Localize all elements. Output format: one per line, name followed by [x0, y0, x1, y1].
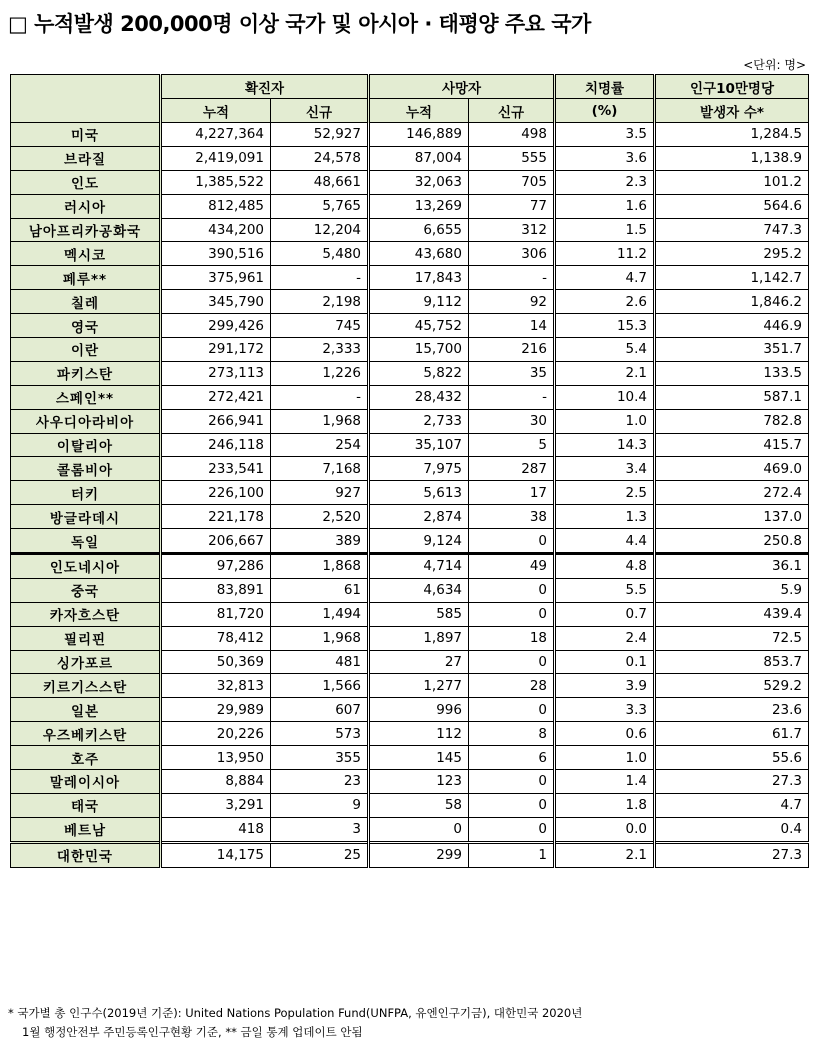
deaths-new: 18	[469, 626, 555, 650]
per100k: 295.2	[655, 242, 809, 266]
per100k: 55.6	[655, 746, 809, 770]
confirmed-cumulative: 266,941	[161, 409, 271, 433]
table-row	[11, 123, 809, 147]
confirmed-cumulative: 291,172	[161, 338, 271, 362]
country-name: 터키	[11, 481, 161, 505]
deaths-new: 38	[469, 505, 555, 529]
country-name: 호주	[11, 746, 161, 770]
confirmed-new: 389	[271, 529, 369, 554]
deaths-new: 14	[469, 314, 555, 338]
per100k: 23.6	[655, 698, 809, 722]
fatality-rate: 1.5	[555, 218, 655, 242]
header-per100k-line2: 발생자 수*	[655, 99, 809, 123]
per100k: 415.7	[655, 433, 809, 457]
confirmed-new: 24,578	[271, 146, 369, 170]
table-row	[11, 529, 809, 554]
confirmed-cumulative: 14,175	[161, 842, 271, 867]
deaths-new: 17	[469, 481, 555, 505]
country-name: 브라질	[11, 146, 161, 170]
confirmed-cumulative: 273,113	[161, 361, 271, 385]
deaths-new: 35	[469, 361, 555, 385]
country-name: 이란	[11, 338, 161, 362]
deaths-new: 0	[469, 529, 555, 554]
confirmed-new: 1,968	[271, 409, 369, 433]
table-row	[11, 242, 809, 266]
confirmed-cumulative: 299,426	[161, 314, 271, 338]
fatality-rate: 2.6	[555, 290, 655, 314]
deaths-new: -	[469, 266, 555, 290]
confirmed-new: 2,333	[271, 338, 369, 362]
table-row	[11, 793, 809, 817]
per100k: 0.4	[655, 817, 809, 842]
fatality-rate: 2.3	[555, 170, 655, 194]
deaths-cumulative: 299	[369, 842, 469, 867]
fatality-rate: 1.0	[555, 409, 655, 433]
deaths-cumulative: 43,680	[369, 242, 469, 266]
table-row	[11, 457, 809, 481]
table-row	[11, 505, 809, 529]
confirmed-new: 48,661	[271, 170, 369, 194]
table-row	[11, 170, 809, 194]
header-row-1	[11, 75, 809, 99]
confirmed-new: 1,494	[271, 602, 369, 626]
fatality-rate: 5.5	[555, 578, 655, 602]
per100k: 137.0	[655, 505, 809, 529]
per100k: 469.0	[655, 457, 809, 481]
table-row	[11, 722, 809, 746]
deaths-new: 6	[469, 746, 555, 770]
per100k: 1,284.5	[655, 123, 809, 147]
country-name: 미국	[11, 123, 161, 147]
table-row	[11, 314, 809, 338]
confirmed-new: 9	[271, 793, 369, 817]
confirmed-cumulative: 272,421	[161, 385, 271, 409]
footnote-line-2: 1월 행정안전부 주민등록인구현황 기준, ** 금일 통계 업데이트 안됨	[22, 1025, 363, 1039]
deaths-cumulative: 45,752	[369, 314, 469, 338]
table-row	[11, 650, 809, 674]
deaths-cumulative: 5,822	[369, 361, 469, 385]
per100k: 564.6	[655, 194, 809, 218]
header-confirmed-new: 신규	[271, 99, 369, 123]
per100k: 587.1	[655, 385, 809, 409]
deaths-cumulative: 87,004	[369, 146, 469, 170]
confirmed-cumulative: 418	[161, 817, 271, 842]
fatality-rate: 0.1	[555, 650, 655, 674]
confirmed-cumulative: 83,891	[161, 578, 271, 602]
fatality-rate: 14.3	[555, 433, 655, 457]
table-row	[11, 746, 809, 770]
fatality-rate: 3.9	[555, 674, 655, 698]
country-name: 태국	[11, 793, 161, 817]
deaths-cumulative: 32,063	[369, 170, 469, 194]
deaths-cumulative: 58	[369, 793, 469, 817]
table-row	[11, 674, 809, 698]
table-row	[11, 146, 809, 170]
fatality-rate: 1.3	[555, 505, 655, 529]
deaths-new: 1	[469, 842, 555, 867]
per100k: 439.4	[655, 602, 809, 626]
confirmed-new: 355	[271, 746, 369, 770]
confirmed-new: 5,765	[271, 194, 369, 218]
country-name: 멕시코	[11, 242, 161, 266]
country-name: 베트남	[11, 817, 161, 842]
confirmed-new: 61	[271, 578, 369, 602]
per100k: 1,138.9	[655, 146, 809, 170]
confirmed-cumulative: 345,790	[161, 290, 271, 314]
deaths-new: 30	[469, 409, 555, 433]
country-name: 사우디아라비아	[11, 409, 161, 433]
confirmed-new: 52,927	[271, 123, 369, 147]
fatality-rate: 3.6	[555, 146, 655, 170]
table-row	[11, 817, 809, 842]
confirmed-cumulative: 97,286	[161, 554, 271, 579]
confirmed-new: 607	[271, 698, 369, 722]
fatality-rate: 11.2	[555, 242, 655, 266]
table-row	[11, 554, 809, 579]
confirmed-cumulative: 812,485	[161, 194, 271, 218]
per100k: 272.4	[655, 481, 809, 505]
table-row	[11, 338, 809, 362]
per100k: 250.8	[655, 529, 809, 554]
per100k: 36.1	[655, 554, 809, 579]
confirmed-cumulative: 29,989	[161, 698, 271, 722]
confirmed-cumulative: 375,961	[161, 266, 271, 290]
fatality-rate: 3.3	[555, 698, 655, 722]
confirmed-new: -	[271, 385, 369, 409]
confirmed-new: 7,168	[271, 457, 369, 481]
confirmed-cumulative: 434,200	[161, 218, 271, 242]
country-name: 우즈베키스탄	[11, 722, 161, 746]
deaths-cumulative: 145	[369, 746, 469, 770]
confirmed-cumulative: 206,667	[161, 529, 271, 554]
deaths-new: 8	[469, 722, 555, 746]
deaths-new: 306	[469, 242, 555, 266]
fatality-rate: 1.0	[555, 746, 655, 770]
country-name: 방글라데시	[11, 505, 161, 529]
per100k: 133.5	[655, 361, 809, 385]
confirmed-cumulative: 13,950	[161, 746, 271, 770]
fatality-rate: 5.4	[555, 338, 655, 362]
confirmed-cumulative: 20,226	[161, 722, 271, 746]
fatality-rate: 2.5	[555, 481, 655, 505]
deaths-new: 0	[469, 817, 555, 842]
deaths-new: 0	[469, 793, 555, 817]
country-name: 카자흐스탄	[11, 602, 161, 626]
confirmed-cumulative: 233,541	[161, 457, 271, 481]
deaths-cumulative: 996	[369, 698, 469, 722]
confirmed-cumulative: 78,412	[161, 626, 271, 650]
fatality-rate: 4.8	[555, 554, 655, 579]
deaths-new: 28	[469, 674, 555, 698]
confirmed-new: 927	[271, 481, 369, 505]
confirmed-new: 481	[271, 650, 369, 674]
country-name: 말레이시아	[11, 770, 161, 794]
footnote	[8, 1004, 808, 1042]
confirmed-new: 1,566	[271, 674, 369, 698]
confirmed-new: -	[271, 266, 369, 290]
confirmed-new: 3	[271, 817, 369, 842]
deaths-new: 0	[469, 770, 555, 794]
country-name: 싱가포르	[11, 650, 161, 674]
deaths-new: 0	[469, 650, 555, 674]
deaths-cumulative: 0	[369, 817, 469, 842]
deaths-cumulative: 15,700	[369, 338, 469, 362]
per100k: 351.7	[655, 338, 809, 362]
deaths-new: 498	[469, 123, 555, 147]
deaths-cumulative: 35,107	[369, 433, 469, 457]
table-row	[11, 770, 809, 794]
confirmed-cumulative: 3,291	[161, 793, 271, 817]
fatality-rate: 1.8	[555, 793, 655, 817]
table-row	[11, 433, 809, 457]
table-row	[11, 385, 809, 409]
header-deaths-cumulative: 누적	[369, 99, 469, 123]
deaths-new: 705	[469, 170, 555, 194]
deaths-new: 0	[469, 698, 555, 722]
fatality-rate: 15.3	[555, 314, 655, 338]
per100k: 101.2	[655, 170, 809, 194]
header-deaths-new: 신규	[469, 99, 555, 123]
table-row	[11, 266, 809, 290]
confirmed-cumulative: 2,419,091	[161, 146, 271, 170]
confirmed-cumulative: 50,369	[161, 650, 271, 674]
fatality-rate: 4.7	[555, 266, 655, 290]
fatality-rate: 2.1	[555, 842, 655, 867]
country-name: 키르기스스탄	[11, 674, 161, 698]
confirmed-new: 23	[271, 770, 369, 794]
country-name: 러시아	[11, 194, 161, 218]
deaths-cumulative: 2,874	[369, 505, 469, 529]
deaths-cumulative: 28,432	[369, 385, 469, 409]
country-name: 독일	[11, 529, 161, 554]
header-country	[11, 75, 161, 123]
deaths-cumulative: 1,897	[369, 626, 469, 650]
header-confirmed-cumulative: 누적	[161, 99, 271, 123]
confirmed-cumulative: 246,118	[161, 433, 271, 457]
per100k: 1,142.7	[655, 266, 809, 290]
confirmed-new: 2,520	[271, 505, 369, 529]
confirmed-new: 745	[271, 314, 369, 338]
fatality-rate: 2.4	[555, 626, 655, 650]
deaths-new: 5	[469, 433, 555, 457]
table-row	[11, 361, 809, 385]
per100k: 5.9	[655, 578, 809, 602]
country-name: 페루**	[11, 266, 161, 290]
confirmed-cumulative: 8,884	[161, 770, 271, 794]
country-name: 필리핀	[11, 626, 161, 650]
table-row	[11, 481, 809, 505]
deaths-cumulative: 7,975	[369, 457, 469, 481]
country-name: 대한민국	[11, 842, 161, 867]
per100k: 747.3	[655, 218, 809, 242]
per100k: 27.3	[655, 842, 809, 867]
confirmed-new: 254	[271, 433, 369, 457]
deaths-cumulative: 2,733	[369, 409, 469, 433]
deaths-new: 216	[469, 338, 555, 362]
table-row	[11, 578, 809, 602]
table-row	[11, 698, 809, 722]
table-row	[11, 626, 809, 650]
confirmed-new: 12,204	[271, 218, 369, 242]
country-name: 남아프리카공화국	[11, 218, 161, 242]
deaths-cumulative: 6,655	[369, 218, 469, 242]
deaths-new: 312	[469, 218, 555, 242]
fatality-rate: 2.1	[555, 361, 655, 385]
fatality-rate: 1.6	[555, 194, 655, 218]
country-name: 인도네시아	[11, 554, 161, 579]
table-row	[11, 218, 809, 242]
per100k: 446.9	[655, 314, 809, 338]
per100k: 529.2	[655, 674, 809, 698]
per100k: 4.7	[655, 793, 809, 817]
deaths-new: 287	[469, 457, 555, 481]
country-name: 영국	[11, 314, 161, 338]
deaths-new: 77	[469, 194, 555, 218]
confirmed-new: 1,968	[271, 626, 369, 650]
header-fatality-rate: 치명률	[555, 75, 655, 99]
fatality-rate: 10.4	[555, 385, 655, 409]
confirmed-cumulative: 4,227,364	[161, 123, 271, 147]
deaths-cumulative: 112	[369, 722, 469, 746]
confirmed-new: 5,480	[271, 242, 369, 266]
confirmed-new: 1,226	[271, 361, 369, 385]
header-fatality-unit: (%)	[555, 99, 655, 123]
fatality-rate: 0.0	[555, 817, 655, 842]
per100k: 1,846.2	[655, 290, 809, 314]
per100k: 782.8	[655, 409, 809, 433]
header-per100k: 인구10만명당	[655, 75, 809, 99]
deaths-cumulative: 9,112	[369, 290, 469, 314]
country-name: 일본	[11, 698, 161, 722]
confirmed-cumulative: 81,720	[161, 602, 271, 626]
per100k: 72.5	[655, 626, 809, 650]
deaths-cumulative: 5,613	[369, 481, 469, 505]
confirmed-new: 573	[271, 722, 369, 746]
fatality-rate: 0.6	[555, 722, 655, 746]
deaths-new: 555	[469, 146, 555, 170]
per100k: 853.7	[655, 650, 809, 674]
confirmed-cumulative: 32,813	[161, 674, 271, 698]
covid-stats-table	[10, 74, 809, 868]
confirmed-new: 2,198	[271, 290, 369, 314]
deaths-cumulative: 17,843	[369, 266, 469, 290]
fatality-rate: 3.4	[555, 457, 655, 481]
deaths-new: 0	[469, 578, 555, 602]
country-name: 스페인**	[11, 385, 161, 409]
deaths-cumulative: 9,124	[369, 529, 469, 554]
per100k: 61.7	[655, 722, 809, 746]
confirmed-cumulative: 1,385,522	[161, 170, 271, 194]
confirmed-cumulative: 221,178	[161, 505, 271, 529]
fatality-rate: 3.5	[555, 123, 655, 147]
per100k: 27.3	[655, 770, 809, 794]
deaths-cumulative: 4,634	[369, 578, 469, 602]
table-row	[11, 194, 809, 218]
deaths-cumulative: 146,889	[369, 123, 469, 147]
country-name: 칠레	[11, 290, 161, 314]
country-name: 중국	[11, 578, 161, 602]
confirmed-new: 1,868	[271, 554, 369, 579]
fatality-rate: 0.7	[555, 602, 655, 626]
table-row	[11, 602, 809, 626]
table-row	[11, 290, 809, 314]
footnote-line-1: * 국가별 총 인구수(2019년 기준): United Nations Population Fund(UNFPA, 유엔인구기금), 대한민국 2020년	[8, 1006, 583, 1020]
header-confirmed: 확진자	[161, 75, 369, 99]
page-title: □ 누적발생 200,000명 이상 국가 및 아시아 · 태평양 주요 국가	[8, 12, 591, 36]
deaths-cumulative: 4,714	[369, 554, 469, 579]
deaths-new: 49	[469, 554, 555, 579]
deaths-new: 0	[469, 602, 555, 626]
deaths-cumulative: 1,277	[369, 674, 469, 698]
country-name: 인도	[11, 170, 161, 194]
fatality-rate: 1.4	[555, 770, 655, 794]
fatality-rate: 4.4	[555, 529, 655, 554]
deaths-new: 92	[469, 290, 555, 314]
table-row	[11, 409, 809, 433]
table-row	[11, 842, 809, 867]
deaths-cumulative: 13,269	[369, 194, 469, 218]
confirmed-cumulative: 226,100	[161, 481, 271, 505]
confirmed-cumulative: 390,516	[161, 242, 271, 266]
confirmed-new: 25	[271, 842, 369, 867]
unit-label: <단위: 명>	[743, 58, 806, 72]
country-name: 콜롬비아	[11, 457, 161, 481]
deaths-cumulative: 585	[369, 602, 469, 626]
country-name: 이탈리아	[11, 433, 161, 457]
deaths-cumulative: 27	[369, 650, 469, 674]
header-deaths: 사망자	[369, 75, 555, 99]
deaths-new: -	[469, 385, 555, 409]
country-name: 파키스탄	[11, 361, 161, 385]
deaths-cumulative: 123	[369, 770, 469, 794]
